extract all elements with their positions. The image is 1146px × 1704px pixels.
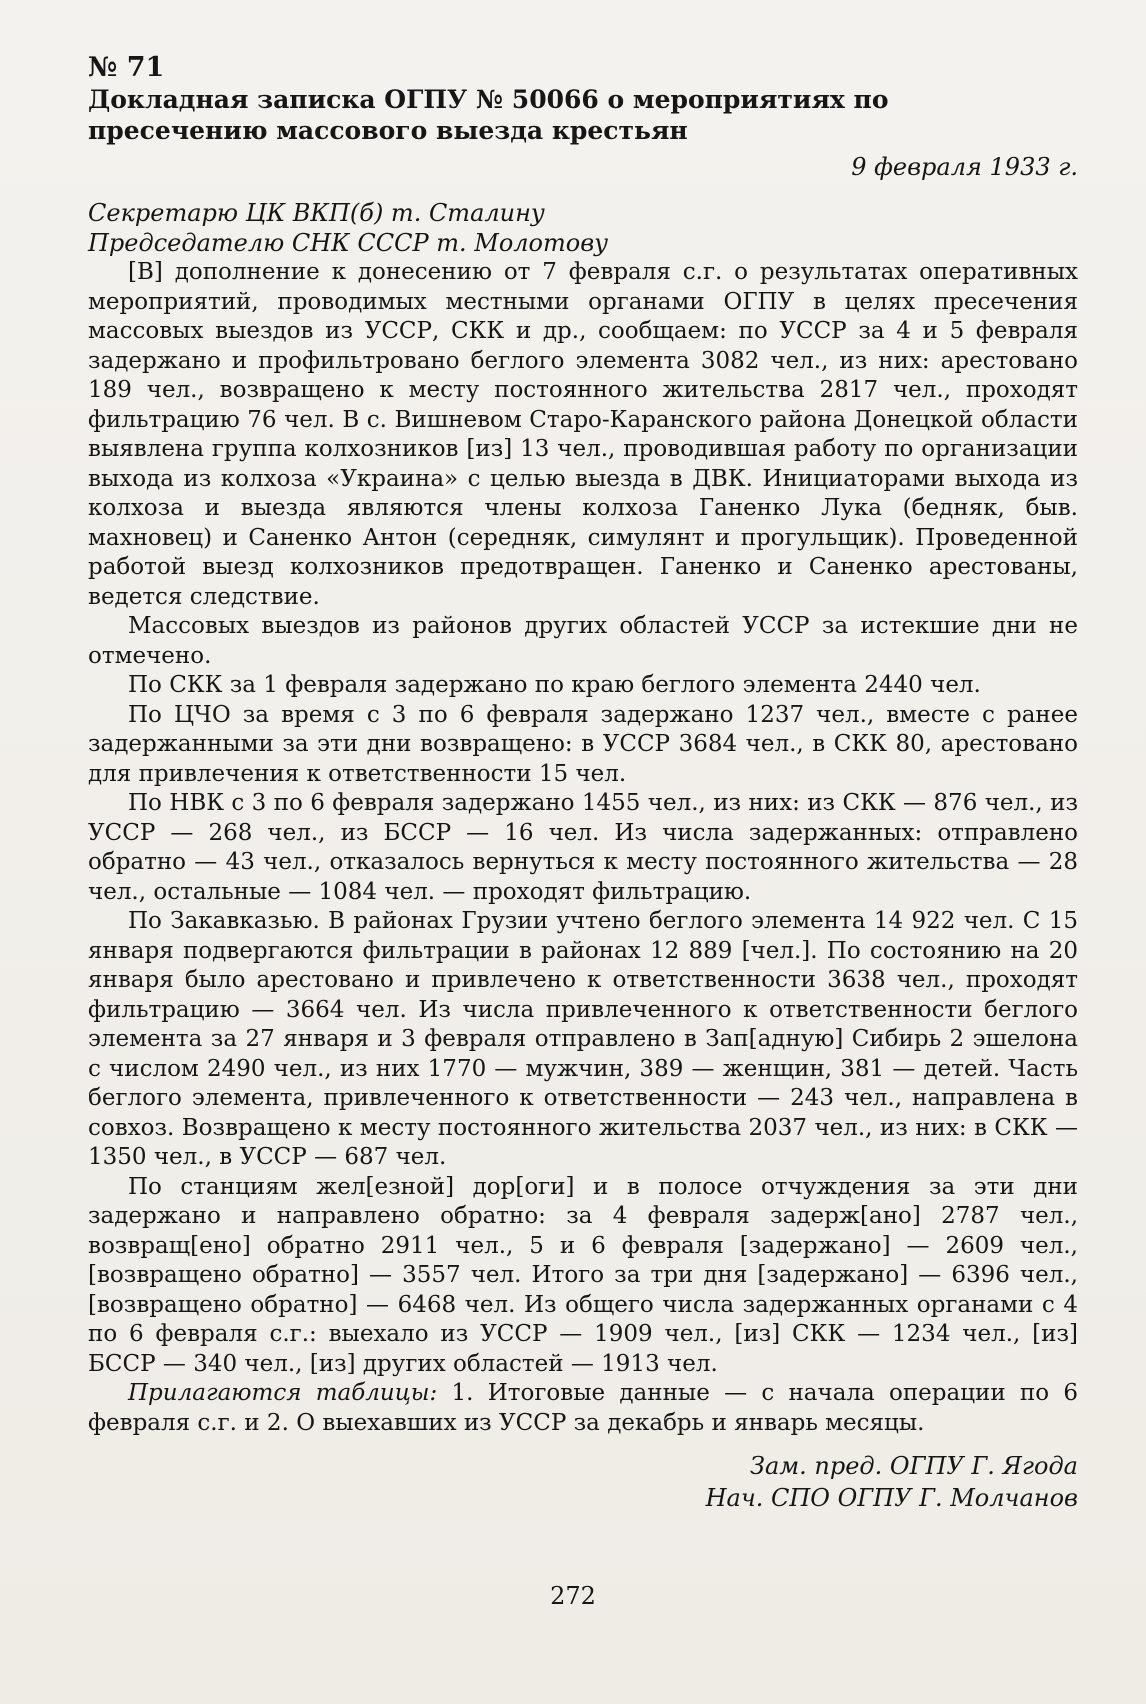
- paragraph-skk: По СКК за 1 февраля задержано по краю беглого элемента 2440 чел.: [128, 672, 981, 698]
- signature-block: [88, 1450, 1078, 1514]
- paragraph-railway: По станциям жел[езной] дор[оги] и в полосе отчуждения за эти дни задержано и направлено обратно: за 4 февраля задерж[ано] 2787 чел., возвращ[ено] обратно 2911 чел., 5 и 6 февраля [задержано] — 2609 чел., [возвращено обратно] — 3557 чел. Итого за три дня [задержано] — 6396 чел., [возвращено обратно] — 6468 чел. Из общего числа задержанных органами с 4 по 6 февраля с.г.: выехало из УССР — 1909 чел., [из] СКК — 1234 чел., [из] БССР — 340 чел., [из] других областей — 1913 чел.: [88, 1173, 1078, 1377]
- document-body: [88, 52, 1078, 1514]
- attachments-label: Прилагаются таблицы:: [128, 1380, 438, 1406]
- signature-molchanov: Нач. СПО ОГПУ Г. Молчанов: [705, 1484, 1078, 1512]
- paragraph-transcaucasia: По Закавказью. В районах Грузии учтено беглого элемента 14 922 чел. С 15 января подвергаются фильтрации в районах 12 889 [чел.]. По состоянию на 20 января было арестовано и привлечено к ответственности 3638 чел., проходят фильтрацию — 3664 чел. Из числа привлеченного к ответственности беглого элемента за 27 января и 3 февраля отправлено в Зап[адную] Сибирь 2 эшелона с числом 2490 чел., из них 1770 — мужчин, 389 — женщин, 381 — детей. Часть беглого элемента, привлеченного к ответственности — 243 чел., направлена в совхоз. Возвращено к месту постоянного жительства 2037 чел., из них: в СКК — 1350 чел., в УССР — 687 чел.: [88, 908, 1078, 1170]
- paragraph-attachments: [88, 1379, 1078, 1438]
- paragraph-nvk: По НВК с 3 по 6 февраля задержано 1455 чел., из них: из СКК — 876 чел., из УССР — 268 чел., из БССР — 16 чел. Из числа задержанных: отправлено обратно — 43 чел., отказалось вернуться к месту постоянного жительства — 28 чел., остальные — 1084 чел. — проходят фильтрацию.: [88, 790, 1078, 905]
- signature-yagoda: Зам. пред. ОГПУ Г. Ягода: [749, 1452, 1078, 1480]
- paragraph-chcho: По ЦЧО за время с 3 по 6 февраля задержано 1237 чел., вместе с ранее задержанными за эти дни возвращено: в УССР 3684 чел., в СКК 80, арестовано для привлечения к ответственности 15 чел.: [88, 701, 1078, 787]
- addressee-molotov: Председателю СНК СССР т. Молотову: [88, 229, 609, 257]
- paragraph-other-regions: Массовых выездов из районов других областей УССР за истекшие дни не отмечено.: [88, 613, 1078, 669]
- attachments-text: 1. Итоговые данные — с начала операции по 6 февраля с.г. и 2. О выехавших из УССР за декабрь и январь месяцы.: [88, 1380, 1078, 1436]
- document-date: 9 февраля 1933 г.: [851, 153, 1078, 181]
- paragraph-ukraine: [В] дополнение к донесению от 7 февраля с.г. о результатах оперативных мероприятий, проводимых местными органами ОГПУ в целях пресечения массовых выездов из УССР, СКК и др., сообщаем: по УССР за 4 и 5 февраля задержано и профильтровано беглого элемента 3082 чел., из них: арестовано 189 чел., возвращено к месту постоянного жительства 2817 чел., проходят фильтрацию 76 чел. В с. Вишневом Старо-Каранского района Донецкой области выявлена группа колхозников [из] 13 чел., проводившая работу по организации выхода из колхоза «Украина» с целью выезда в ДВК. Инициаторами выхода из колхоза и выезда являются члены колхоза Ганенко Лука (бедняк, быв. махновец) и Саненко Антон (середняк, симулянт и прогульщик). Проведенной работой выезд колхозников предотвращен. Ганенко и Саненко арестованы, ведется следствие.: [88, 259, 1078, 610]
- document-title: Докладная записка ОГПУ № 50066 о мероприятиях по пресечению массового выезда крестьян: [88, 85, 889, 145]
- document-number: № 71: [88, 52, 165, 83]
- page-number: 272: [550, 1582, 596, 1610]
- addressee-stalin: Секретарю ЦК ВКП(б) т. Сталину: [88, 199, 545, 227]
